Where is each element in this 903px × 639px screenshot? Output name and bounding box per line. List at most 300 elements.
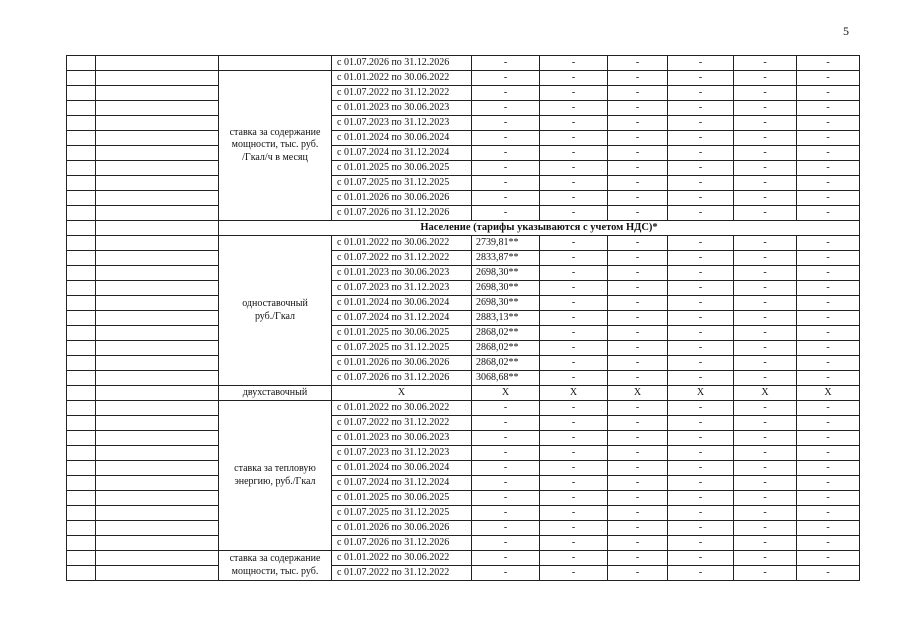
organization-cell (96, 356, 219, 371)
tariff-row (67, 131, 860, 146)
dash-cell: - (540, 281, 608, 296)
period-cell: с 01.07.2025 по 31.12.2025 (332, 506, 472, 521)
row-number-cell (67, 491, 96, 506)
dash-cell: - (668, 341, 734, 356)
dash-cell: - (734, 491, 797, 506)
period-cell: с 01.07.2024 по 31.12.2024 (332, 476, 472, 491)
period-cell: с 01.01.2024 по 30.06.2024 (332, 131, 472, 146)
row-number-cell (67, 71, 96, 86)
tariff-type-label-line: руб./Гкал (254, 310, 296, 322)
not-applicable-cell: Х (472, 386, 540, 401)
dash-cell: - (608, 281, 668, 296)
tariff-type-label-line: ставка за тепловую (234, 463, 316, 474)
organization-cell (96, 506, 219, 521)
tariff-row (67, 536, 860, 551)
dash-cell: - (608, 461, 668, 476)
dash-cell: - (797, 296, 860, 311)
organization-cell (96, 431, 219, 446)
period-cell: с 01.01.2026 по 30.06.2026 (332, 356, 472, 371)
row-number-cell (67, 401, 96, 416)
dash-cell: - (668, 506, 734, 521)
dash-cell: - (668, 356, 734, 371)
tariff-value-cell: - (472, 131, 540, 146)
dash-cell: - (668, 326, 734, 341)
tariff-value-cell: 2883,13** (472, 311, 540, 326)
dash-cell: - (608, 521, 668, 536)
tariff-value-cell: - (472, 71, 540, 86)
section-title: Население (тарифы указываются с учетом НДС)* (219, 221, 860, 236)
tariff-row (67, 521, 860, 536)
period-cell: с 01.01.2026 по 30.06.2026 (332, 191, 472, 206)
organization-cell (96, 371, 219, 386)
dash-cell: - (608, 341, 668, 356)
tariff-row (67, 296, 860, 311)
tariff-row (67, 551, 860, 566)
dash-cell: - (608, 356, 668, 371)
period-cell: с 01.07.2022 по 31.12.2022 (332, 566, 472, 581)
dash-cell: - (797, 491, 860, 506)
dash-cell: - (540, 191, 608, 206)
tariff-row (67, 146, 860, 161)
period-cell: с 01.07.2024 по 31.12.2024 (332, 311, 472, 326)
section-row (67, 221, 860, 236)
organization-cell (96, 461, 219, 476)
tariff-value-cell: 2833,87** (472, 251, 540, 266)
period-cell: с 01.01.2023 по 30.06.2023 (332, 266, 472, 281)
dash-cell: - (797, 206, 860, 221)
tariff-row (67, 236, 860, 251)
dash-cell: - (668, 266, 734, 281)
period-cell: с 01.07.2025 по 31.12.2025 (332, 176, 472, 191)
tariff-value-cell: 2698,30** (472, 266, 540, 281)
dash-cell: - (668, 446, 734, 461)
tariff-row (67, 56, 860, 71)
period-cell: с 01.01.2023 по 30.06.2023 (332, 101, 472, 116)
dash-cell: - (608, 71, 668, 86)
organization-cell (96, 266, 219, 281)
dash-cell: - (608, 476, 668, 491)
tariff-row (67, 311, 860, 326)
tariff-value-cell: - (472, 401, 540, 416)
dash-cell: - (608, 566, 668, 581)
dash-cell: - (797, 326, 860, 341)
row-number-cell (67, 56, 96, 71)
dash-cell: - (540, 116, 608, 131)
dash-cell: - (540, 551, 608, 566)
dash-cell: - (734, 251, 797, 266)
dash-cell: - (734, 341, 797, 356)
dash-cell: - (540, 431, 608, 446)
dash-cell: - (540, 161, 608, 176)
dash-cell: - (608, 506, 668, 521)
not-applicable-cell: Х (797, 386, 860, 401)
dash-cell: - (797, 251, 860, 266)
organization-cell (96, 251, 219, 266)
dash-cell: - (668, 251, 734, 266)
period-cell: с 01.07.2024 по 31.12.2024 (332, 146, 472, 161)
tariff-table-container (66, 55, 860, 581)
organization-cell (96, 116, 219, 131)
dash-cell: - (608, 551, 668, 566)
tariff-value-cell: - (472, 176, 540, 191)
tariff-row (67, 191, 860, 206)
period-cell: с 01.07.2025 по 31.12.2025 (332, 341, 472, 356)
not-applicable-cell: Х (608, 386, 668, 401)
dash-cell: - (734, 521, 797, 536)
dash-cell: - (734, 536, 797, 551)
tariff-row (67, 266, 860, 281)
row-number-cell (67, 146, 96, 161)
dash-cell: - (668, 176, 734, 191)
row-number-cell (67, 206, 96, 221)
dash-cell: - (734, 266, 797, 281)
dash-cell: - (540, 356, 608, 371)
organization-cell (96, 221, 219, 236)
dash-cell: - (668, 401, 734, 416)
dash-cell: - (668, 206, 734, 221)
tariff-row (67, 251, 860, 266)
row-number-cell (67, 356, 96, 371)
dash-cell: - (668, 551, 734, 566)
tariff-value-cell: - (472, 431, 540, 446)
dash-cell: - (540, 71, 608, 86)
period-cell: с 01.01.2023 по 30.06.2023 (332, 431, 472, 446)
dash-cell: - (734, 146, 797, 161)
period-cell: с 01.07.2022 по 31.12.2022 (332, 416, 472, 431)
organization-cell (96, 146, 219, 161)
dash-cell: - (797, 446, 860, 461)
dash-cell: - (797, 161, 860, 176)
dash-cell: - (540, 476, 608, 491)
tariff-table-body (67, 56, 860, 581)
dash-cell: - (734, 116, 797, 131)
dash-cell: - (540, 146, 608, 161)
tariff-type-label-line: мощности, тыс. руб. (231, 139, 319, 151)
dash-cell: - (734, 416, 797, 431)
dash-cell: - (608, 401, 668, 416)
row-number-cell (67, 506, 96, 521)
dash-cell: - (734, 506, 797, 521)
dash-cell: - (540, 56, 608, 71)
dash-cell: - (797, 236, 860, 251)
tariff-type-label-line: ставка за содержание (229, 126, 321, 138)
dash-cell: - (668, 281, 734, 296)
tariff-type-label: двухставочный (219, 386, 332, 401)
organization-cell (96, 551, 219, 566)
tariff-row (67, 491, 860, 506)
tariff-value-cell: - (472, 191, 540, 206)
dash-cell: - (608, 206, 668, 221)
dash-cell: - (608, 161, 668, 176)
tariff-value-cell: - (472, 116, 540, 131)
dash-cell: - (540, 521, 608, 536)
dash-cell: - (734, 566, 797, 581)
dash-cell: - (540, 536, 608, 551)
dash-cell: - (734, 191, 797, 206)
dash-cell: - (668, 311, 734, 326)
tariff-value-cell: - (472, 446, 540, 461)
tariff-value-cell: - (472, 461, 540, 476)
organization-cell (96, 56, 219, 71)
organization-cell (96, 101, 219, 116)
dash-cell: - (608, 176, 668, 191)
row-number-cell (67, 296, 96, 311)
row-number-cell (67, 236, 96, 251)
row-number-cell (67, 326, 96, 341)
organization-cell (96, 236, 219, 251)
row-number-cell (67, 566, 96, 581)
dash-cell: - (540, 206, 608, 221)
dash-cell: - (668, 131, 734, 146)
tariff-type-continued-cell (219, 56, 332, 71)
dash-cell: - (734, 86, 797, 101)
dash-cell: - (797, 536, 860, 551)
tariff-row (67, 101, 860, 116)
dash-cell: - (797, 176, 860, 191)
dash-cell: - (540, 311, 608, 326)
tariff-value-cell: - (472, 416, 540, 431)
tariff-type-label-line: /Гкал/ч в месяц (242, 151, 308, 163)
tariff-row (67, 341, 860, 356)
period-cell: с 01.01.2022 по 30.06.2022 (332, 551, 472, 566)
tariff-row (67, 161, 860, 176)
tariff-row (67, 176, 860, 191)
dash-cell: - (797, 101, 860, 116)
dash-cell: - (668, 416, 734, 431)
tariff-value-cell: - (472, 146, 540, 161)
dash-cell: - (734, 326, 797, 341)
dash-cell: - (734, 236, 797, 251)
period-cell: с 01.07.2026 по 31.12.2026 (332, 536, 472, 551)
dash-cell: - (797, 356, 860, 371)
tariff-value-cell: - (472, 551, 540, 566)
organization-cell (96, 401, 219, 416)
dash-cell: - (608, 146, 668, 161)
dash-cell: - (734, 176, 797, 191)
dash-cell: - (608, 86, 668, 101)
dash-cell: - (734, 101, 797, 116)
dash-cell: - (608, 101, 668, 116)
dash-cell: - (797, 461, 860, 476)
row-number-cell (67, 461, 96, 476)
dash-cell: - (734, 131, 797, 146)
dash-cell: - (797, 116, 860, 131)
tariff-value-cell: 2868,02** (472, 356, 540, 371)
organization-cell (96, 521, 219, 536)
period-cell: с 01.01.2025 по 30.06.2025 (332, 326, 472, 341)
dash-cell: - (734, 431, 797, 446)
tariff-row (67, 566, 860, 581)
dash-cell: - (734, 56, 797, 71)
row-number-cell (67, 251, 96, 266)
page-number: 5 (843, 24, 849, 38)
tariff-value-cell: - (472, 491, 540, 506)
tariff-type-label-line: ставка за содержание (229, 553, 321, 564)
dash-cell: - (734, 476, 797, 491)
dash-cell: - (540, 266, 608, 281)
organization-cell (96, 566, 219, 581)
row-number-cell (67, 536, 96, 551)
row-number-cell (67, 431, 96, 446)
dash-cell: - (540, 566, 608, 581)
row-number-cell (67, 131, 96, 146)
row-number-cell (67, 386, 96, 401)
tariff-row (67, 356, 860, 371)
dash-cell: - (797, 56, 860, 71)
row-number-cell (67, 191, 96, 206)
dash-cell: - (668, 56, 734, 71)
tariff-value-cell: - (472, 506, 540, 521)
not-applicable-cell: Х (668, 386, 734, 401)
tariff-value-cell: 2698,30** (472, 281, 540, 296)
dash-cell: - (608, 326, 668, 341)
dash-cell: - (797, 551, 860, 566)
organization-cell (96, 311, 219, 326)
row-number-cell (67, 416, 96, 431)
dash-cell: - (668, 146, 734, 161)
dash-cell: - (608, 236, 668, 251)
dash-cell: - (797, 371, 860, 386)
dash-cell: - (797, 146, 860, 161)
tariff-value-cell: - (472, 56, 540, 71)
dash-cell: - (797, 71, 860, 86)
dash-cell: - (797, 86, 860, 101)
period-cell: с 01.07.2026 по 31.12.2026 (332, 206, 472, 221)
organization-cell (96, 206, 219, 221)
dash-cell: - (540, 236, 608, 251)
tariff-row (67, 431, 860, 446)
period-cell: с 01.07.2023 по 31.12.2023 (332, 446, 472, 461)
dash-cell: - (608, 131, 668, 146)
tariff-value-cell: - (472, 206, 540, 221)
row-number-cell (67, 161, 96, 176)
dash-cell: - (608, 416, 668, 431)
organization-cell (96, 71, 219, 86)
period-cell: с 01.01.2022 по 30.06.2022 (332, 401, 472, 416)
dash-cell: - (608, 446, 668, 461)
organization-cell (96, 176, 219, 191)
dash-cell: - (540, 176, 608, 191)
dash-cell: - (797, 566, 860, 581)
dash-cell: - (668, 161, 734, 176)
dash-cell: - (797, 131, 860, 146)
tariff-row (67, 506, 860, 521)
dash-cell: - (734, 446, 797, 461)
dash-cell: - (540, 371, 608, 386)
dash-cell: - (668, 476, 734, 491)
dash-cell: - (797, 506, 860, 521)
tariff-value-cell: - (472, 101, 540, 116)
dash-cell: - (608, 266, 668, 281)
tariff-type-label (219, 236, 332, 386)
dash-cell: - (797, 341, 860, 356)
period-cell: с 01.07.2023 по 31.12.2023 (332, 116, 472, 131)
dash-cell: - (540, 446, 608, 461)
period-cell: с 01.07.2022 по 31.12.2022 (332, 251, 472, 266)
row-number-cell (67, 116, 96, 131)
dash-cell: - (668, 491, 734, 506)
dash-cell: - (668, 116, 734, 131)
tariff-value-cell: 2739,81** (472, 236, 540, 251)
dash-cell: - (540, 506, 608, 521)
tariff-value-cell: - (472, 161, 540, 176)
dash-cell: - (668, 296, 734, 311)
tariff-value-cell: - (472, 86, 540, 101)
period-cell: с 01.07.2022 по 31.12.2022 (332, 86, 472, 101)
dash-cell: - (668, 236, 734, 251)
row-number-cell (67, 476, 96, 491)
dash-cell: - (797, 191, 860, 206)
dash-cell: - (608, 431, 668, 446)
row-number-cell (67, 551, 96, 566)
dash-cell: - (608, 116, 668, 131)
dash-cell: - (540, 491, 608, 506)
dash-cell: - (734, 356, 797, 371)
dash-cell: - (797, 311, 860, 326)
dash-cell: - (734, 461, 797, 476)
dash-cell: - (608, 311, 668, 326)
tariff-row (67, 86, 860, 101)
tariff-row (67, 446, 860, 461)
row-number-cell (67, 341, 96, 356)
organization-cell (96, 341, 219, 356)
dash-cell: - (608, 251, 668, 266)
tariff-row (67, 116, 860, 131)
period-cell: с 01.07.2026 по 31.12.2026 (332, 56, 472, 71)
dash-cell: - (734, 161, 797, 176)
dash-cell: - (734, 551, 797, 566)
dash-cell: - (608, 536, 668, 551)
tariff-row (67, 461, 860, 476)
row-number-cell (67, 86, 96, 101)
dash-cell: - (668, 101, 734, 116)
period-cell: с 01.07.2026 по 31.12.2026 (332, 371, 472, 386)
dash-cell: - (734, 206, 797, 221)
organization-cell (96, 86, 219, 101)
tariff-type-label-line: мощности, тыс. руб. (231, 565, 319, 577)
tariff-value-cell: 3068,68** (472, 371, 540, 386)
row-number-cell (67, 266, 96, 281)
row-number-cell (67, 281, 96, 296)
dash-cell: - (734, 281, 797, 296)
dash-cell: - (797, 416, 860, 431)
dash-cell: - (540, 131, 608, 146)
period-cell: с 01.01.2025 по 30.06.2025 (332, 491, 472, 506)
dash-cell: - (540, 461, 608, 476)
period-cell: с 01.01.2026 по 30.06.2026 (332, 521, 472, 536)
row-number-cell (67, 101, 96, 116)
tariff-type-label (219, 71, 332, 221)
tariff-row (67, 206, 860, 221)
dash-cell: - (608, 491, 668, 506)
organization-cell (96, 131, 219, 146)
period-cell: с 01.01.2024 по 30.06.2024 (332, 296, 472, 311)
tariff-type-label-line: энергию, руб./Гкал (234, 475, 316, 487)
tariff-row (67, 326, 860, 341)
dash-cell: - (540, 296, 608, 311)
dash-cell: - (608, 371, 668, 386)
dash-cell: - (734, 401, 797, 416)
tariff-row (67, 476, 860, 491)
organization-cell (96, 416, 219, 431)
organization-cell (96, 446, 219, 461)
organization-cell (96, 296, 219, 311)
period-cell: с 01.07.2023 по 31.12.2023 (332, 281, 472, 296)
dash-cell: - (540, 86, 608, 101)
dash-cell: - (797, 401, 860, 416)
period-cell: с 01.01.2022 по 30.06.2022 (332, 71, 472, 86)
row-number-cell (67, 521, 96, 536)
